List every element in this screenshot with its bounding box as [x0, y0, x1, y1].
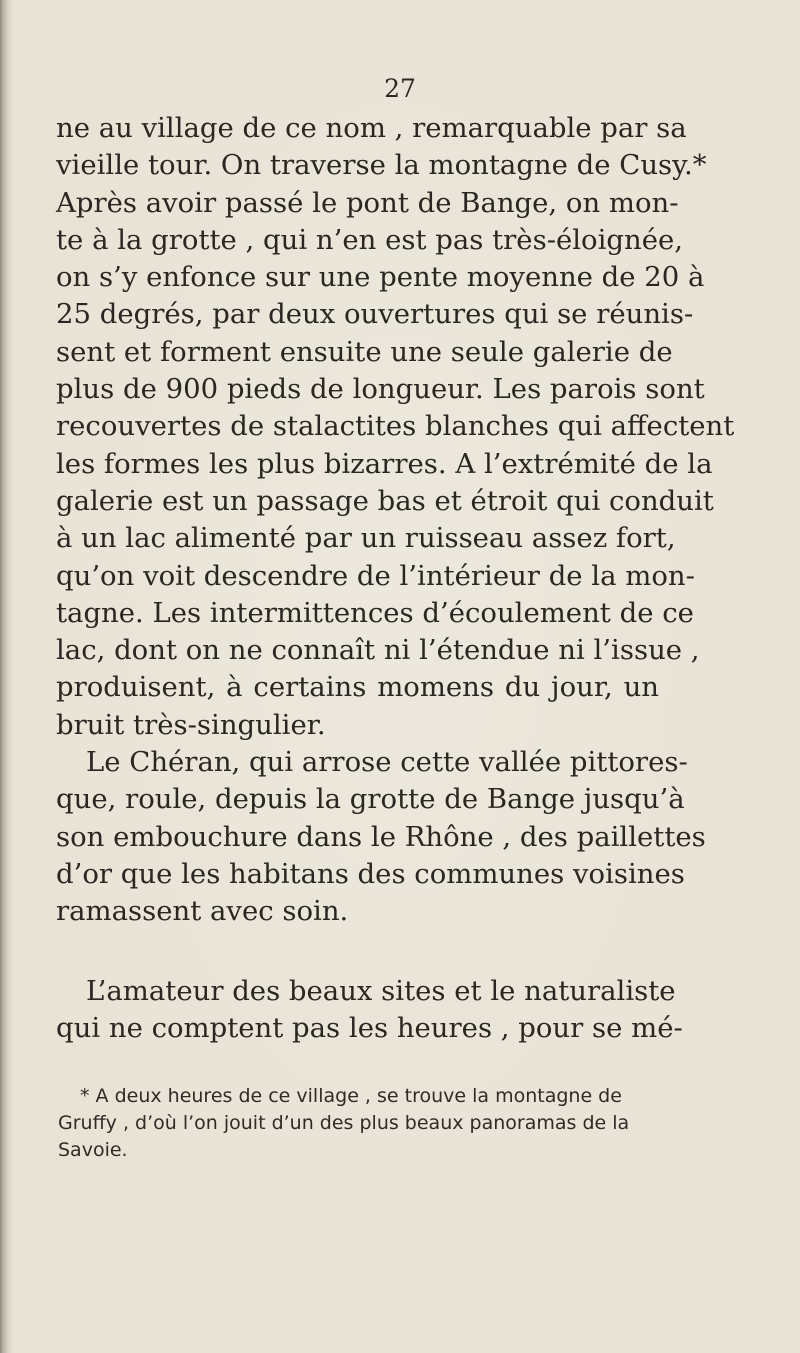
text-line: te à la grotte , qui n’en est pas très-éloignée, — [56, 223, 684, 256]
text-line: qui ne comptent pas les heures , pour se mé- — [56, 1011, 683, 1044]
page-number: 27 — [384, 74, 416, 103]
text-line: sent et forment ensuite une seule galerie de — [56, 335, 673, 368]
text-line: ne au village de ce nom , remarquable par sa — [56, 112, 687, 144]
paragraph-2 — [56, 744, 706, 930]
footnote-line: * A deux heures de ce village , se trouve la montagne de — [80, 1085, 622, 1107]
paragraph-gap — [56, 931, 659, 973]
paragraph-1 — [56, 110, 735, 744]
text-line: les formes les plus bizarres. A l’extrémité de la — [56, 447, 713, 480]
footnote-line: Savoie. — [58, 1139, 128, 1161]
text-line: qu’on voit descendre de l’intérieur de la mon- — [56, 559, 695, 592]
text-line: vieille tour. On traverse la montagne de Cusy.* — [56, 149, 707, 182]
text-line: que, roule, depuis la grotte de Bange jusqu’à — [56, 783, 685, 816]
text-line: Le Chéran, qui arrose cette vallée pittores- — [86, 746, 688, 779]
text-line: Après avoir passé le pont de Bange, on mon- — [56, 186, 679, 219]
text-line: tagne. Les intermittences d’écoulement de ce — [56, 596, 694, 629]
text-line: son embouchure dans le Rhône , des paillettes — [56, 820, 706, 853]
page-gutter-shadow — [0, 0, 14, 1353]
text-line: galerie est un passage bas et étroit qui conduit — [56, 484, 714, 517]
text-line: recouvertes de stalactites blanches qui affectent — [56, 410, 735, 443]
text-line: d’or que les habitans des communes voisines — [56, 857, 685, 890]
footnote — [58, 1083, 659, 1164]
text-line: bruit très-singulier. — [56, 708, 326, 741]
text-line: ramassent avec soin. — [56, 895, 349, 928]
paragraph-3 — [56, 973, 683, 1048]
text-line: on s’y enfonce sur une pente moyenne de 20 à — [56, 261, 705, 294]
text-line: lac, dont on ne connaît ni l’étendue ni l’issue , — [56, 634, 700, 667]
body-text — [56, 110, 735, 1047]
text-line: à un lac alimenté par un ruisseau assez fort, — [56, 522, 676, 555]
text-line: produisent, à certains momens du jour, un — [56, 671, 659, 704]
footnote-line: Gruffy , d’où l’on jouit d’un des plus beaux panoramas de la — [58, 1112, 630, 1134]
text-line: L’amateur des beaux sites et le naturaliste — [86, 974, 676, 1007]
text-line: 25 degrés, par deux ouvertures qui se réunis- — [56, 298, 694, 331]
text-line: plus de 900 pieds de longueur. Les parois sont — [56, 373, 705, 406]
